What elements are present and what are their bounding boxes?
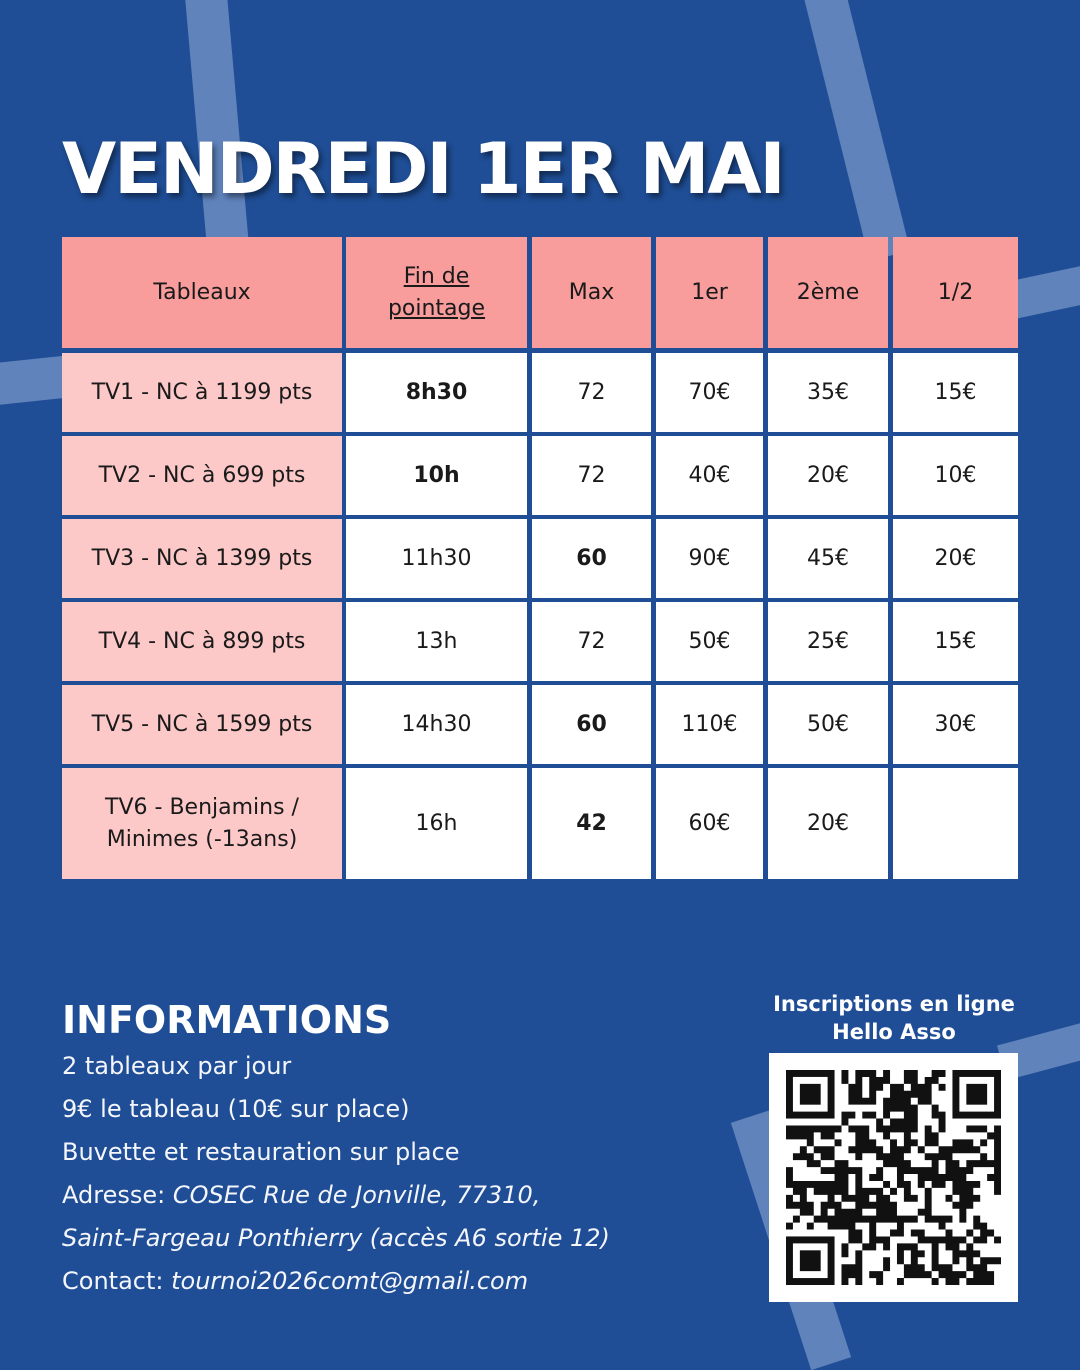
column-header-premier: 1er xyxy=(656,237,763,348)
column-header-fin-de-pointage: Fin de pointage xyxy=(346,237,527,348)
table-cell-demi: 10€ xyxy=(893,436,1018,515)
contact-email-link[interactable]: tournoi2026comt@gmail.com xyxy=(171,1267,529,1295)
table-cell-max: 72 xyxy=(532,353,651,432)
table-cell-premier: 110€ xyxy=(656,685,763,764)
table-cell-premier: 50€ xyxy=(656,602,763,681)
table-cell-deuxieme: 20€ xyxy=(768,768,888,879)
table-cell-fin-de-pointage: 10h xyxy=(346,436,527,515)
table-cell-premier: 40€ xyxy=(656,436,763,515)
table-cell-demi xyxy=(893,768,1018,879)
table-cell-max: 42 xyxy=(532,768,651,879)
column-header-deuxieme: 2ème xyxy=(768,237,888,348)
table-cell-max: 60 xyxy=(532,519,651,598)
table-cell-deuxieme: 25€ xyxy=(768,602,888,681)
page-title: VENDREDI 1ER MAI xyxy=(62,128,784,210)
table-cell-fin-de-pointage: 14h30 xyxy=(346,685,527,764)
table-cell-demi: 30€ xyxy=(893,685,1018,764)
table-cell-demi: 20€ xyxy=(893,519,1018,598)
registration-line-2: Hello Asso xyxy=(832,1020,956,1044)
table-cell-demi: 15€ xyxy=(893,353,1018,432)
info-heading: INFORMATIONS xyxy=(62,998,392,1042)
qr-code-icon xyxy=(769,1053,1018,1302)
address-label: Adresse: xyxy=(62,1181,173,1209)
table-cell-deuxieme: 45€ xyxy=(768,519,888,598)
table-cell-max: 72 xyxy=(532,602,651,681)
table-cell-fin-de-pointage: 16h xyxy=(346,768,527,879)
table-cell-tableaux: TV5 - NC à 1599 pts xyxy=(62,685,342,764)
info-line-tables-per-day: 2 tableaux par jour xyxy=(62,1052,292,1080)
table-cell-fin-de-pointage: 13h xyxy=(346,602,527,681)
tournament-table xyxy=(62,237,1018,879)
info-line-refreshments: Buvette et restauration sur place xyxy=(62,1138,460,1166)
contact-label: Contact: xyxy=(62,1267,172,1295)
table-cell-premier: 60€ xyxy=(656,768,763,879)
table-cell-deuxieme: 50€ xyxy=(768,685,888,764)
qr-code[interactable] xyxy=(769,1053,1018,1302)
table-cell-tableaux: TV1 - NC à 1199 pts xyxy=(62,353,342,432)
table-cell-deuxieme: 35€ xyxy=(768,353,888,432)
table-cell-tableaux: TV2 - NC à 699 pts xyxy=(62,436,342,515)
column-header-demi: 1/2 xyxy=(893,237,1018,348)
registration-title xyxy=(762,990,1026,1046)
info-line-price: 9€ le tableau (10€ sur place) xyxy=(62,1095,410,1123)
column-header-tableaux: Tableaux xyxy=(62,237,342,348)
info-line-contact xyxy=(62,1267,528,1295)
table-cell-fin-de-pointage: 8h30 xyxy=(346,353,527,432)
table-cell-max: 72 xyxy=(532,436,651,515)
table-cell-max: 60 xyxy=(532,685,651,764)
info-line-address xyxy=(62,1181,540,1209)
table-cell-premier: 90€ xyxy=(656,519,763,598)
table-cell-deuxieme: 20€ xyxy=(768,436,888,515)
background-stripe xyxy=(802,0,910,261)
column-header-max: Max xyxy=(532,237,651,348)
table-cell-premier: 70€ xyxy=(656,353,763,432)
address-value-2: Saint-Fargeau Ponthierry (accès A6 sortie 12) xyxy=(62,1224,610,1252)
registration-line-1: Inscriptions en ligne xyxy=(773,992,1015,1016)
table-cell-tableaux: TV6 - Benjamins / Minimes (-13ans) xyxy=(62,768,342,879)
address-value-1: COSEC Rue de Jonville, 77310, xyxy=(172,1181,541,1209)
table-cell-tableaux: TV4 - NC à 899 pts xyxy=(62,602,342,681)
table-cell-demi: 15€ xyxy=(893,602,1018,681)
table-cell-fin-de-pointage: 11h30 xyxy=(346,519,527,598)
table-cell-tableaux: TV3 - NC à 1399 pts xyxy=(62,519,342,598)
